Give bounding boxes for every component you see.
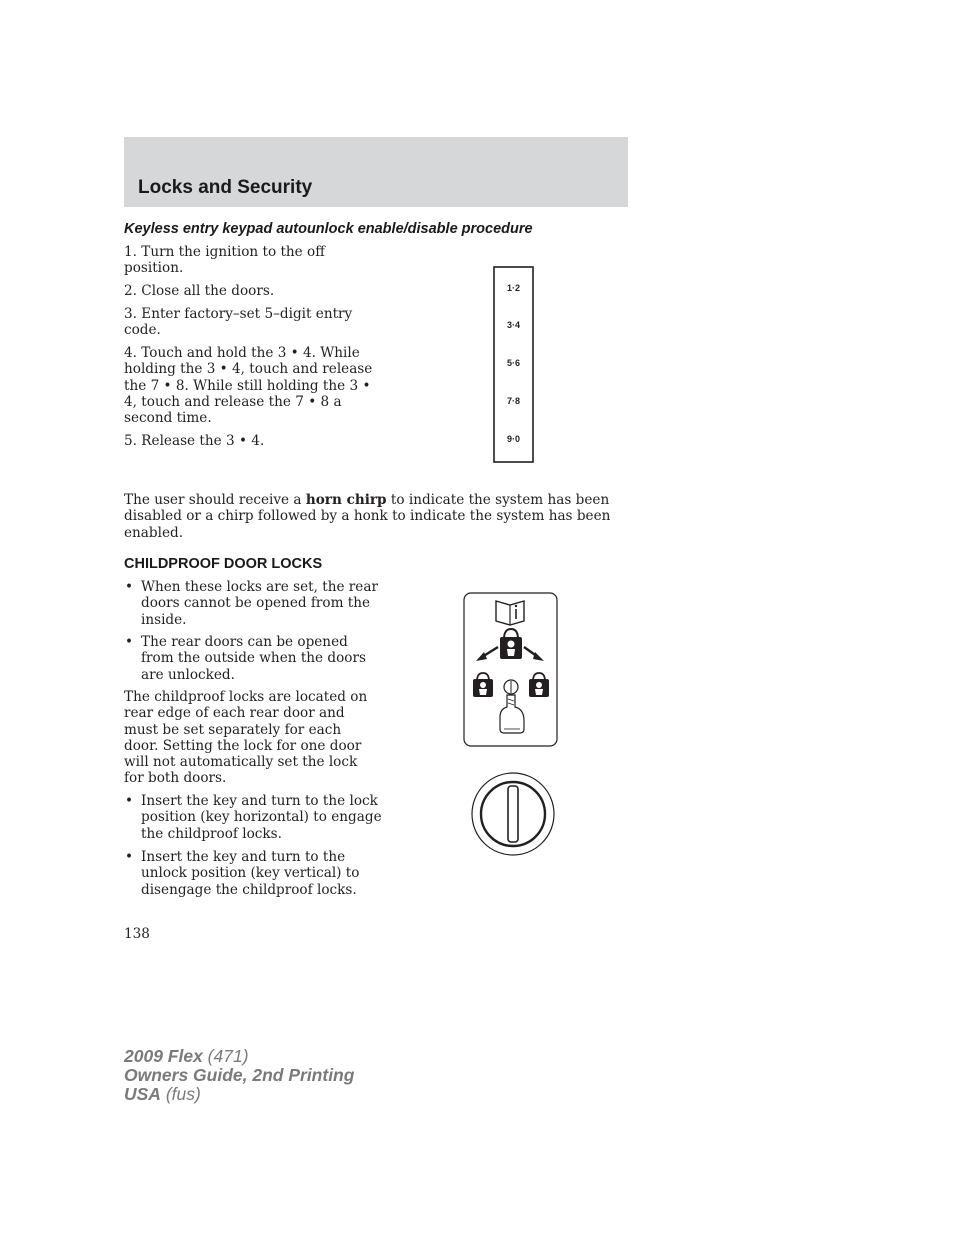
key-slot-vertical <box>508 786 518 842</box>
childproof-bullet-4: • Insert the key and turn to the unlock position (key vertical) to disengage the childproof locks. <box>125 849 360 898</box>
owners-guide-icon <box>496 601 524 625</box>
childproof-bullet-2: • The rear doors can be opened from the outside when the doors are unlocked. <box>125 634 366 683</box>
footer-line-2: Owners Guide, 2nd Printing <box>124 1065 355 1085</box>
horn-chirp-text-after: to indicate the system has been disabled or a chirp followed by a honk to indicate the system has been enabled. <box>124 492 611 541</box>
procedure-step-3: 3. Enter factory–set 5–digit entry code. <box>124 306 353 339</box>
keypad-button-9-0: 9·0 <box>506 434 521 444</box>
bullet-dot: • <box>125 793 134 809</box>
footer-line-1: 2009 Flex (471) <box>124 1046 249 1066</box>
horn-chirp-bold: horn chirp <box>305 492 387 508</box>
section-title: Locks and Security <box>138 177 313 198</box>
childproof-lock-label-illustration <box>462 591 560 749</box>
childproof-heading: CHILDPROOF DOOR LOCKS <box>124 556 323 572</box>
childproof-paragraph: The childproof locks are located on rear edge of each rear door and must be set separately for each door. Setting the lock for one door will not automatically set the lock for both doors. <box>124 689 368 787</box>
keypad-button-5-6: 5·6 <box>506 358 521 368</box>
keypad-button-1-2: 1·2 <box>506 283 521 293</box>
procedure-step-2: 2. Close all the doors. <box>124 283 275 299</box>
childproof-bullet-3: • Insert the key and turn to the lock position (key horizontal) to engage the childproof locks. <box>125 793 382 842</box>
keypad-procedure-title: Keyless entry keypad autounlock enable/disable procedure <box>124 221 533 237</box>
footer-line-3: USA (fus) <box>124 1084 201 1104</box>
procedure-step-1: 1. Turn the ignition to the off position. <box>124 244 325 277</box>
bullet-dot: • <box>125 634 134 650</box>
procedure-step-4: 4. Touch and hold the 3 • 4. While holding the 3 • 4, touch and release the 7 • 8. While still holding the 3 • 4, touch and release the 7 • 8 a second time. <box>124 345 373 427</box>
bullet-dot: • <box>125 849 134 865</box>
keypad-button-3-4: 3·4 <box>506 320 521 330</box>
keypad-button-7-8: 7·8 <box>506 396 521 406</box>
childproof-bullet-1: • When these locks are set, the rear doors cannot be opened from the inside. <box>125 579 378 628</box>
page-number: 138 <box>124 926 150 942</box>
horn-chirp-text-before: The user should receive a <box>124 492 306 508</box>
bullet-dot: • <box>125 579 134 595</box>
lock-cylinder-illustration <box>469 770 557 858</box>
keypad-illustration <box>492 265 536 465</box>
horn-chirp-paragraph <box>124 492 616 541</box>
procedure-step-5: 5. Release the 3 • 4. <box>124 433 265 449</box>
